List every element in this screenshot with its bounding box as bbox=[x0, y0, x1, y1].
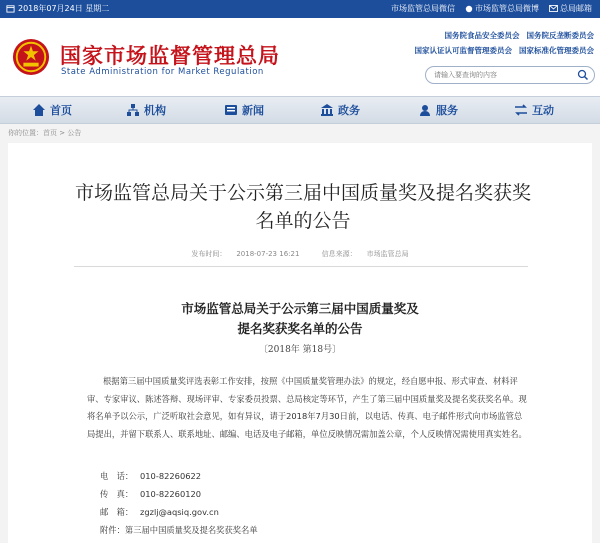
breadcrumb-prefix: 你的位置： bbox=[8, 129, 43, 137]
national-emblem-icon[interactable] bbox=[12, 38, 50, 76]
article-body: 根据第三届中国质量奖评选表彰工作安排，按照《中国质量奖管理办法》的规定，经自愿申报、形式审查、材料评审、专家审议、陈述答辩、现场评审、专家委员投票、总局核定等环节，产生了第三届中国质量奖及提名奖获奖名单。现将名单予以公示，广泛听取社会意见，如有异议，请于2018年7月30日前，以电话、传真、电子邮件形式向市场监管总局提出，并留下联系人、联系地址、邮编、电话及电子邮箱，单位反映情况需加盖公章，个人反映情况需使用真实姓名。 bbox=[87, 376, 527, 439]
related-link-food-safety[interactable]: 国务院食品安全委员会 bbox=[444, 31, 520, 40]
main-nav bbox=[0, 96, 600, 124]
breadcrumb-notice[interactable]: 公告 bbox=[67, 129, 82, 137]
news-icon bbox=[224, 103, 238, 117]
source-label: 信息来源： bbox=[321, 250, 357, 258]
nav-item-interaction[interactable] bbox=[514, 102, 554, 118]
nav-item-service[interactable] bbox=[418, 102, 458, 118]
related-link-certification[interactable]: 国家认证认可监督管理委员会 bbox=[414, 46, 512, 55]
article-meta bbox=[8, 249, 592, 259]
breadcrumb-home[interactable]: 首页 bbox=[43, 129, 57, 137]
document-title bbox=[8, 299, 592, 339]
breadcrumb-separator: > bbox=[59, 129, 66, 137]
top-bar bbox=[0, 0, 600, 18]
divider bbox=[74, 266, 528, 267]
organization-icon bbox=[126, 103, 140, 117]
contact-fax-value: 010-82260120 bbox=[140, 489, 202, 499]
related-links bbox=[408, 28, 595, 58]
search-icon[interactable] bbox=[577, 69, 589, 81]
date-text: 2018年07月24日 星期二 bbox=[18, 4, 110, 13]
search-box bbox=[425, 66, 595, 84]
contact-email bbox=[100, 506, 219, 518]
government-icon bbox=[320, 103, 334, 117]
nav-item-label: 政务 bbox=[338, 104, 360, 117]
nav-item-label: 首页 bbox=[50, 104, 72, 117]
weibo-icon bbox=[465, 5, 473, 13]
search-input[interactable] bbox=[434, 69, 569, 81]
document-title-line-1: 市场监管总局关于公示第三届中国质量奖及 bbox=[181, 301, 419, 316]
service-icon bbox=[418, 103, 432, 117]
wechat-link-label: 市场监管总局微信 bbox=[391, 4, 455, 13]
nav-item-home[interactable] bbox=[32, 102, 72, 118]
nav-item-government[interactable] bbox=[320, 102, 360, 118]
mailbox-link[interactable] bbox=[549, 3, 592, 14]
related-link-antitrust[interactable]: 国务院反垄断委员会 bbox=[526, 31, 594, 40]
contact-phone-value: 010-82260622 bbox=[140, 471, 202, 481]
site-subtitle: State Administration for Market Regulation bbox=[61, 67, 264, 77]
breadcrumb bbox=[8, 128, 81, 138]
nav-item-news[interactable] bbox=[224, 102, 264, 118]
nav-item-label: 机构 bbox=[144, 104, 166, 117]
contact-fax bbox=[100, 488, 201, 500]
contact-email-value[interactable]: zgzlj@aqsiq.gov.cn bbox=[140, 507, 219, 517]
wechat-link[interactable] bbox=[391, 3, 455, 14]
contact-fax-label: 传 真： bbox=[100, 489, 134, 499]
contact-phone bbox=[100, 470, 201, 482]
weibo-link-label: 市场监管总局微博 bbox=[475, 4, 539, 13]
contact-phone-label: 电 话： bbox=[100, 471, 134, 481]
document-title-line-2: 提名奖获奖名单的公告 bbox=[237, 321, 363, 336]
date-display bbox=[6, 3, 109, 14]
publish-time-label: 发布时间： bbox=[191, 250, 227, 258]
contact-email-label: 邮 箱： bbox=[100, 507, 134, 517]
nav-item-label: 服务 bbox=[436, 104, 458, 117]
nav-item-organization[interactable] bbox=[126, 102, 166, 118]
article-title: 市场监管总局关于公示第三届中国质量奖及提名奖获奖名单的公告 bbox=[74, 182, 531, 232]
nav-item-label: 互动 bbox=[532, 104, 554, 117]
mailbox-link-label: 总局邮箱 bbox=[560, 4, 592, 13]
home-icon bbox=[32, 103, 46, 117]
mail-icon bbox=[549, 5, 558, 12]
document-number: 〔2018年 第18号〕 bbox=[258, 345, 342, 355]
article-card bbox=[8, 143, 592, 543]
weibo-link[interactable] bbox=[465, 3, 539, 14]
publish-time: 2018-07-23 16:21 bbox=[236, 250, 300, 258]
site-title[interactable]: 国家市场监督管理总局 bbox=[60, 43, 280, 68]
interaction-icon bbox=[514, 103, 528, 117]
article-source: 市场监管总局 bbox=[366, 250, 409, 258]
nav-item-label: 新闻 bbox=[242, 104, 264, 117]
attachment-link[interactable]: 附件：第三届中国质量奖及提名奖获奖名单 bbox=[100, 525, 258, 535]
calendar-icon bbox=[6, 4, 15, 13]
related-link-standardization[interactable]: 国家标准化管理委员会 bbox=[519, 46, 594, 55]
site-header bbox=[0, 18, 600, 96]
